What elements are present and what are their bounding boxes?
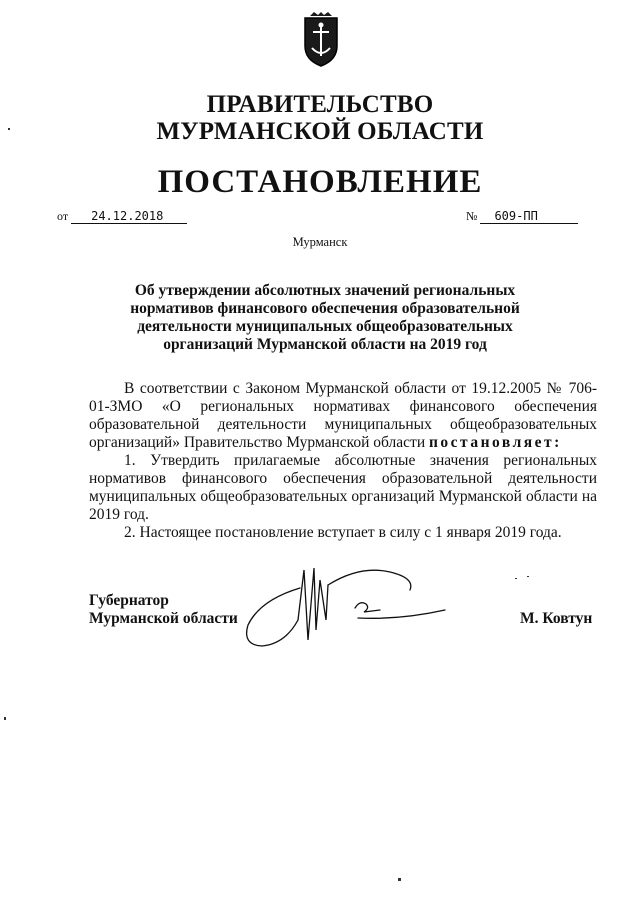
document-subject: Об утверждении абсолютных значений региональных нормативов финансового обеспечения образовательной деятельности муниципальных общеобразовательных организаций Мурманской области на 2019 год <box>130 282 520 353</box>
date-value: 24.12.2018 <box>71 209 187 224</box>
signatory-title <box>89 592 238 628</box>
organization-name-line1: ПРАВИТЕЛЬСТВО <box>206 91 434 118</box>
signatory-title-line2: Мурманской области <box>89 610 238 627</box>
preamble-text: В соответствии с Законом Мурманской области от 19.12.2005 № 706-01-ЗМО «О региональных нормативах финансового обеспечения образовательной деятельности муниципальных общеобразовательных организаций» Правительство Мурманской области <box>89 380 597 451</box>
coat-of-arms-emblem <box>299 12 343 68</box>
document-body <box>89 380 597 542</box>
organization-name-line2: МУРМАНСКОЙ ОБЛАСТИ <box>156 118 484 145</box>
document-number <box>466 209 578 224</box>
document-type-title: ПОСТАНОВЛЕНИЕ <box>157 164 483 200</box>
scan-speck <box>8 128 10 130</box>
scan-speck <box>4 717 6 720</box>
signatory-name: М. Ковтун <box>520 610 593 627</box>
scan-speck <box>527 576 529 577</box>
scan-speck <box>515 578 517 579</box>
document-date <box>57 209 187 224</box>
signatory-title-line1: Губернатор <box>89 592 169 609</box>
item-1-paragraph: 1. Утвердить прилагаемые абсолютные значения региональных нормативов финансового обеспечения образовательной деятельности муниципальных общеобразовательных организаций Мурманской области на 2019 год. <box>89 452 597 523</box>
preamble-paragraph <box>89 380 597 452</box>
scan-speck <box>398 878 401 881</box>
handwritten-signature <box>240 560 450 670</box>
resolves-word: постановляет: <box>429 434 562 451</box>
number-value: 609-ПП <box>480 209 578 224</box>
item-2-paragraph: 2. Настоящее постановление вступает в силу с 1 января 2019 года. <box>124 524 562 541</box>
city-name: Мурманск <box>292 235 348 249</box>
date-prefix: от <box>57 209 69 223</box>
number-prefix: № <box>466 209 478 223</box>
